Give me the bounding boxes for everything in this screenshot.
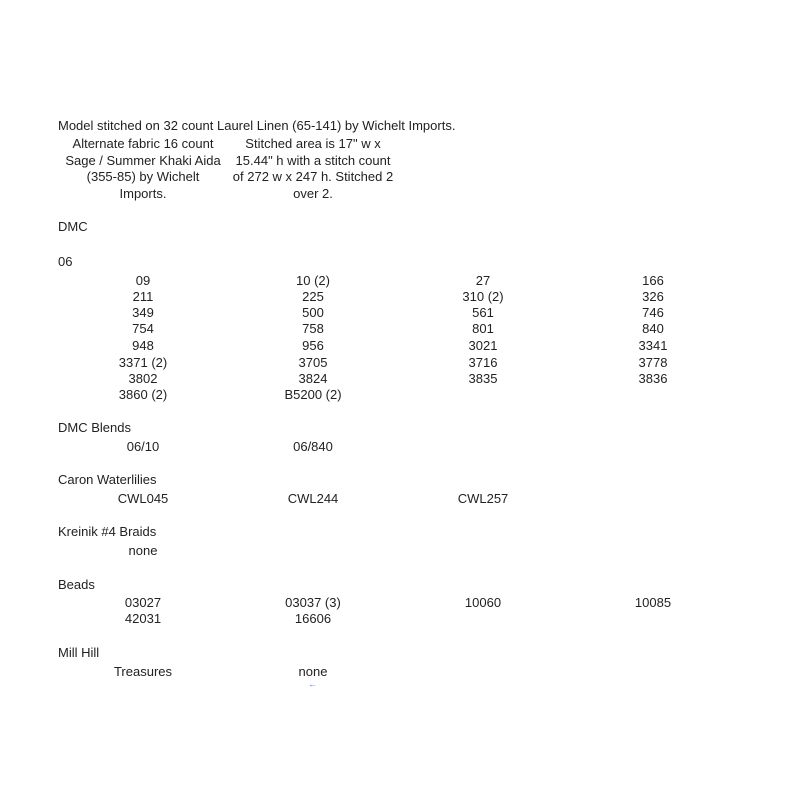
thread-code: 956 bbox=[302, 338, 324, 353]
thread-code: 801 bbox=[472, 321, 494, 336]
area-line: of 272 w x 247 h. Stitched 2 bbox=[232, 169, 394, 184]
area-line: over 2. bbox=[293, 185, 333, 201]
model-description: Model stitched on 32 count Laurel Linen (65-141) by Wichelt Imports. bbox=[58, 118, 456, 133]
bead-code: 10085 bbox=[634, 595, 672, 610]
blend-code: 06/10 bbox=[126, 439, 160, 454]
dmc-first-entry: 06 bbox=[58, 254, 73, 269]
dmc-blends-title: DMC Blends bbox=[58, 420, 131, 435]
area-line: Stitched area is 17" w x bbox=[245, 136, 381, 151]
caron-code: CWL045 bbox=[117, 491, 169, 506]
thread-code: 27 bbox=[475, 273, 491, 288]
thread-code: 3835 bbox=[468, 371, 498, 386]
blend-code: 06/840 bbox=[293, 439, 333, 454]
kreinik-code: none bbox=[128, 543, 158, 558]
thread-code: 3021 bbox=[468, 338, 498, 353]
bead-row bbox=[0, 595, 800, 611]
thread-code: 840 bbox=[642, 321, 664, 336]
dmc-section-title: DMC bbox=[58, 219, 88, 234]
kreinik-title: Kreinik #4 Braids bbox=[58, 524, 157, 539]
thread-row bbox=[0, 355, 800, 371]
thread-code: 746 bbox=[642, 305, 664, 320]
thread-code: 349 bbox=[132, 305, 154, 320]
thread-code: 500 bbox=[302, 305, 324, 320]
stitched-area-note bbox=[228, 136, 398, 202]
thread-code: 758 bbox=[302, 321, 324, 336]
thread-row bbox=[0, 289, 800, 305]
mill-hill-title: Mill Hill bbox=[58, 645, 100, 660]
thread-row bbox=[0, 321, 800, 337]
thread-code: 211 bbox=[132, 289, 154, 304]
thread-code: 3371 (2) bbox=[118, 355, 168, 370]
thread-code: 3705 bbox=[298, 355, 328, 370]
thread-code: 09 bbox=[135, 273, 151, 288]
bead-code: 03027 bbox=[124, 595, 162, 610]
thread-code: 3824 bbox=[298, 371, 328, 386]
bead-row bbox=[0, 611, 800, 627]
caron-code: CWL244 bbox=[287, 491, 339, 506]
kreinik-row bbox=[0, 543, 800, 559]
area-line: 15.44" h with a stitch count bbox=[235, 152, 391, 168]
thread-code: 3860 (2) bbox=[118, 387, 168, 402]
thread-row bbox=[0, 371, 800, 387]
alternate-line: Sage / Summer Khaki Aida bbox=[65, 152, 221, 168]
thread-code: 754 bbox=[132, 321, 154, 336]
thread-code: 166 bbox=[642, 273, 664, 288]
thread-code: 948 bbox=[132, 338, 154, 353]
blend-row bbox=[0, 439, 800, 455]
bead-code: 42031 bbox=[124, 611, 162, 626]
alternate-fabric-note bbox=[58, 136, 228, 202]
mill-hill-item: none bbox=[298, 664, 328, 679]
caron-code: CWL257 bbox=[457, 491, 509, 506]
thread-code: 310 (2) bbox=[462, 289, 504, 304]
alternate-line: Alternate fabric 16 count bbox=[72, 136, 214, 151]
thread-row bbox=[0, 387, 800, 403]
bead-code: 03037 (3) bbox=[285, 595, 341, 610]
thread-code: 225 bbox=[302, 289, 324, 304]
beads-title: Beads bbox=[58, 577, 95, 592]
mill-hill-item: Treasures bbox=[113, 664, 173, 679]
mill-hill-row bbox=[0, 664, 800, 680]
alternate-line: (355-85) by Wichelt bbox=[86, 169, 200, 184]
thread-code: 3778 bbox=[638, 355, 668, 370]
return-arrow-icon: ← bbox=[308, 679, 317, 689]
thread-code: B5200 (2) bbox=[284, 387, 342, 402]
caron-title: Caron Waterlilies bbox=[58, 472, 157, 487]
alternate-line: Imports. bbox=[119, 185, 167, 201]
thread-code: 3716 bbox=[468, 355, 498, 370]
thread-row bbox=[0, 338, 800, 354]
thread-row bbox=[0, 305, 800, 321]
thread-code: 3341 bbox=[638, 338, 668, 353]
thread-code: 10 (2) bbox=[296, 273, 330, 288]
caron-row bbox=[0, 491, 800, 507]
thread-row bbox=[0, 273, 800, 289]
thread-code: 326 bbox=[642, 289, 664, 304]
thread-code: 561 bbox=[472, 305, 494, 320]
thread-code: 3802 bbox=[128, 371, 158, 386]
thread-code: 3836 bbox=[638, 371, 668, 386]
bead-code: 10060 bbox=[464, 595, 502, 610]
bead-code: 16606 bbox=[294, 611, 332, 626]
